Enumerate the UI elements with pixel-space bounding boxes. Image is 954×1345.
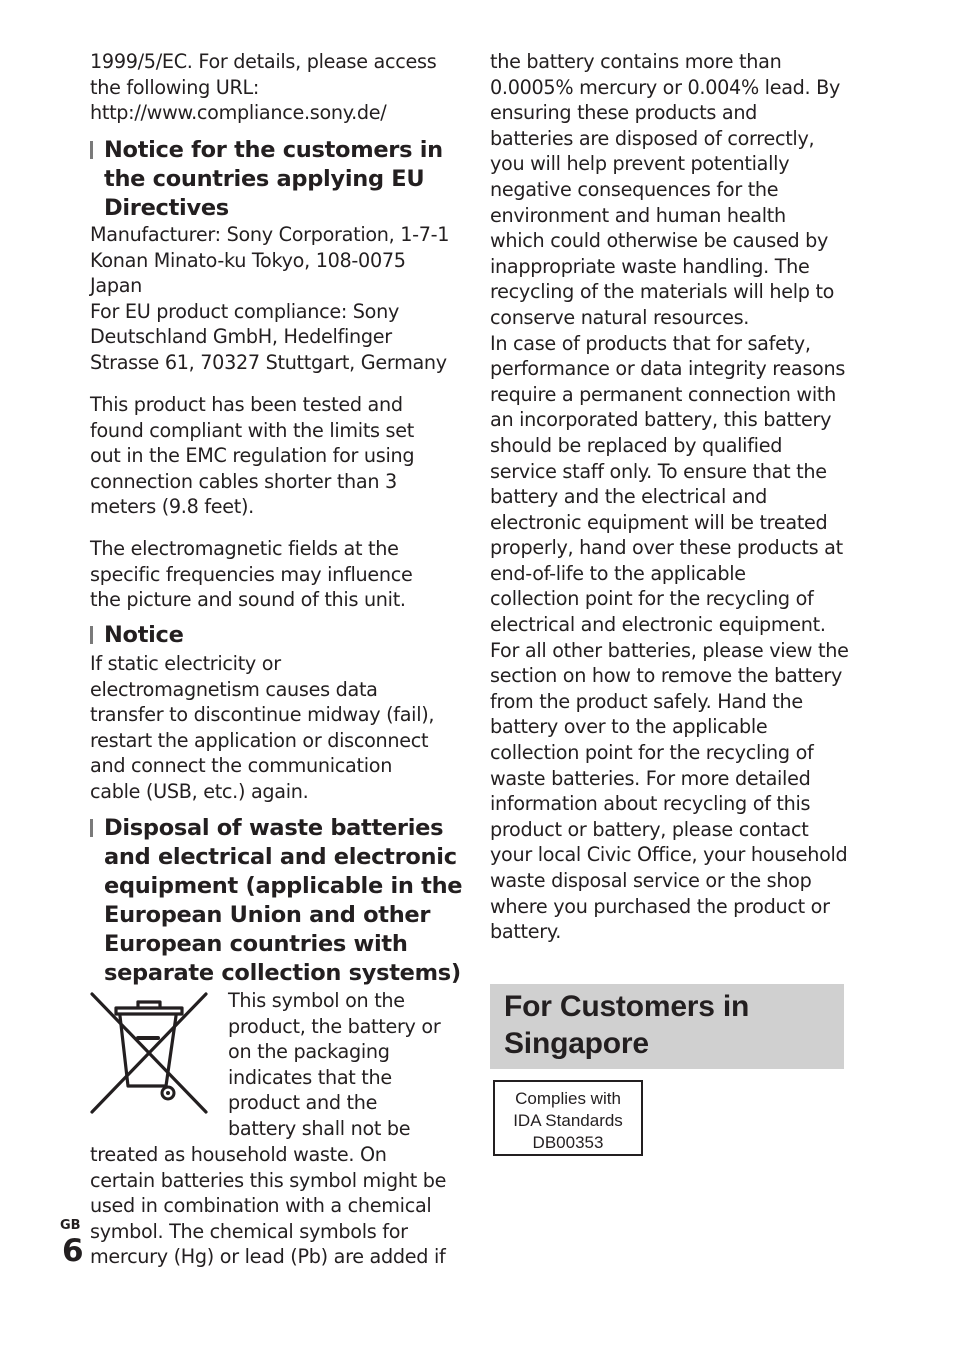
heading-bar: [90, 141, 93, 159]
text-line: 0.0005% mercury or 0.004% lead. By: [490, 75, 841, 99]
text-line: product or battery, please contact: [490, 817, 809, 841]
text-line: section on how to remove the battery: [490, 664, 843, 688]
text-line: where you purchased the product or: [490, 894, 830, 918]
eu-directives-heading: Notice for the customers in the countries applying EU Directives: [104, 137, 443, 221]
text-line: battery.: [490, 920, 561, 944]
singapore-section-header: [490, 984, 844, 1069]
emc-paragraph: This product has been tested and found compliant with the limits set out in the EMC regulation for using connection cables shorter than 3 meters (9.8 feet).: [90, 393, 415, 519]
page-number: 6: [62, 1233, 84, 1269]
text-line: collection point for the recycling of: [490, 587, 814, 611]
language-code: GB: [60, 1218, 81, 1233]
text-line: you will help prevent potentially: [490, 152, 790, 176]
text-line: properly, hand over these products at: [490, 536, 843, 560]
text-line: negative consequences for the: [490, 177, 779, 201]
text-line: In case of products that for safety,: [490, 331, 811, 355]
static-electricity-paragraph: If static electricity or electromagnetism causes data transfer to discontinue midway (fail), restart the application or disconnect and connect the communication cable (USB, etc.) again.: [90, 652, 435, 803]
text-line: the following URL:: [90, 75, 260, 99]
text-line: service staff only. To ensure that the: [490, 459, 827, 483]
heading-bar: [90, 626, 93, 644]
manufacturer-paragraph: Manufacturer: Sony Corporation, 1-7-1 Konan Minato-ku Tokyo, 108-0075 Japan For EU product compliance: Sony Deutschland GmbH, Hedelfinger Strasse 61, 70327 Stuttgart, Germany: [90, 223, 450, 374]
text-line: battery over to the applicable: [490, 715, 768, 739]
text-line: electronic equipment will be treated: [490, 510, 828, 534]
disposal-heading: Disposal of waste batteries and electrical and electronic equipment (applicable in the European Union and other European countries with separate collection systems): [104, 815, 463, 986]
symbol-paragraph: This symbol on the product, the battery or on the packaging indicates that the product and the battery shall not be: [228, 989, 441, 1140]
text-line: For all other batteries, please view the: [490, 638, 849, 662]
electromagnetic-fields-paragraph: The electromagnetic fields at the specific frequencies may influence the picture and sound of this unit.: [90, 537, 413, 612]
text-line: recycling of the materials will help to: [490, 280, 835, 304]
disposal-paragraph: treated as household waste. On certain batteries this symbol might be used in combination with a chemical symbol. The chemical symbols for mercury (Hg) or lead (Pb) are added if: [90, 1143, 447, 1269]
intro-paragraph: [90, 49, 436, 126]
text-line: environment and human health: [490, 203, 786, 227]
heading-bar: [90, 819, 93, 837]
text-line: batteries are disposed of correctly,: [490, 126, 815, 150]
ida-compliance-label: Complies with IDA Standards DB00353: [493, 1080, 643, 1156]
text-line: your local Civic Office, your household: [490, 843, 848, 867]
text-line: waste batteries. For more detailed: [490, 766, 811, 790]
text-line: battery and the electrical and: [490, 485, 767, 509]
text-line: the battery contains more than: [490, 50, 782, 73]
text-line: 1999/5/EC. For details, please access: [90, 50, 437, 73]
battery-recycling-paragraph: [490, 49, 849, 945]
text-line: information about recycling of this: [490, 792, 811, 816]
text-line: should be replaced by qualified: [490, 433, 783, 457]
text-line: require a permanent connection with: [490, 382, 836, 406]
text-line: inappropriate waste handling. The: [490, 254, 810, 278]
text-line: end-of-life to the applicable: [490, 561, 746, 585]
text-line: ensuring these products and: [490, 101, 758, 125]
compliance-url[interactable]: http://www.compliance.sony.de/: [90, 101, 387, 125]
singapore-heading: For Customers in Singapore: [504, 990, 750, 1060]
notice-heading: Notice: [104, 622, 184, 648]
text-line: electrical and electronic equipment.: [490, 613, 826, 637]
text-line: performance or data integrity reasons: [490, 357, 846, 381]
text-line: an incorporated battery, this battery: [490, 408, 832, 432]
text-line: conserve natural resources.: [490, 305, 750, 329]
text-line: collection point for the recycling of: [490, 741, 814, 765]
text-line: from the product safely. Hand the: [490, 689, 803, 713]
crossed-out-wheelie-bin-icon: [90, 992, 208, 1114]
text-line: waste disposal service or the shop: [490, 869, 812, 892]
text-line: which could otherwise be caused by: [490, 229, 829, 253]
